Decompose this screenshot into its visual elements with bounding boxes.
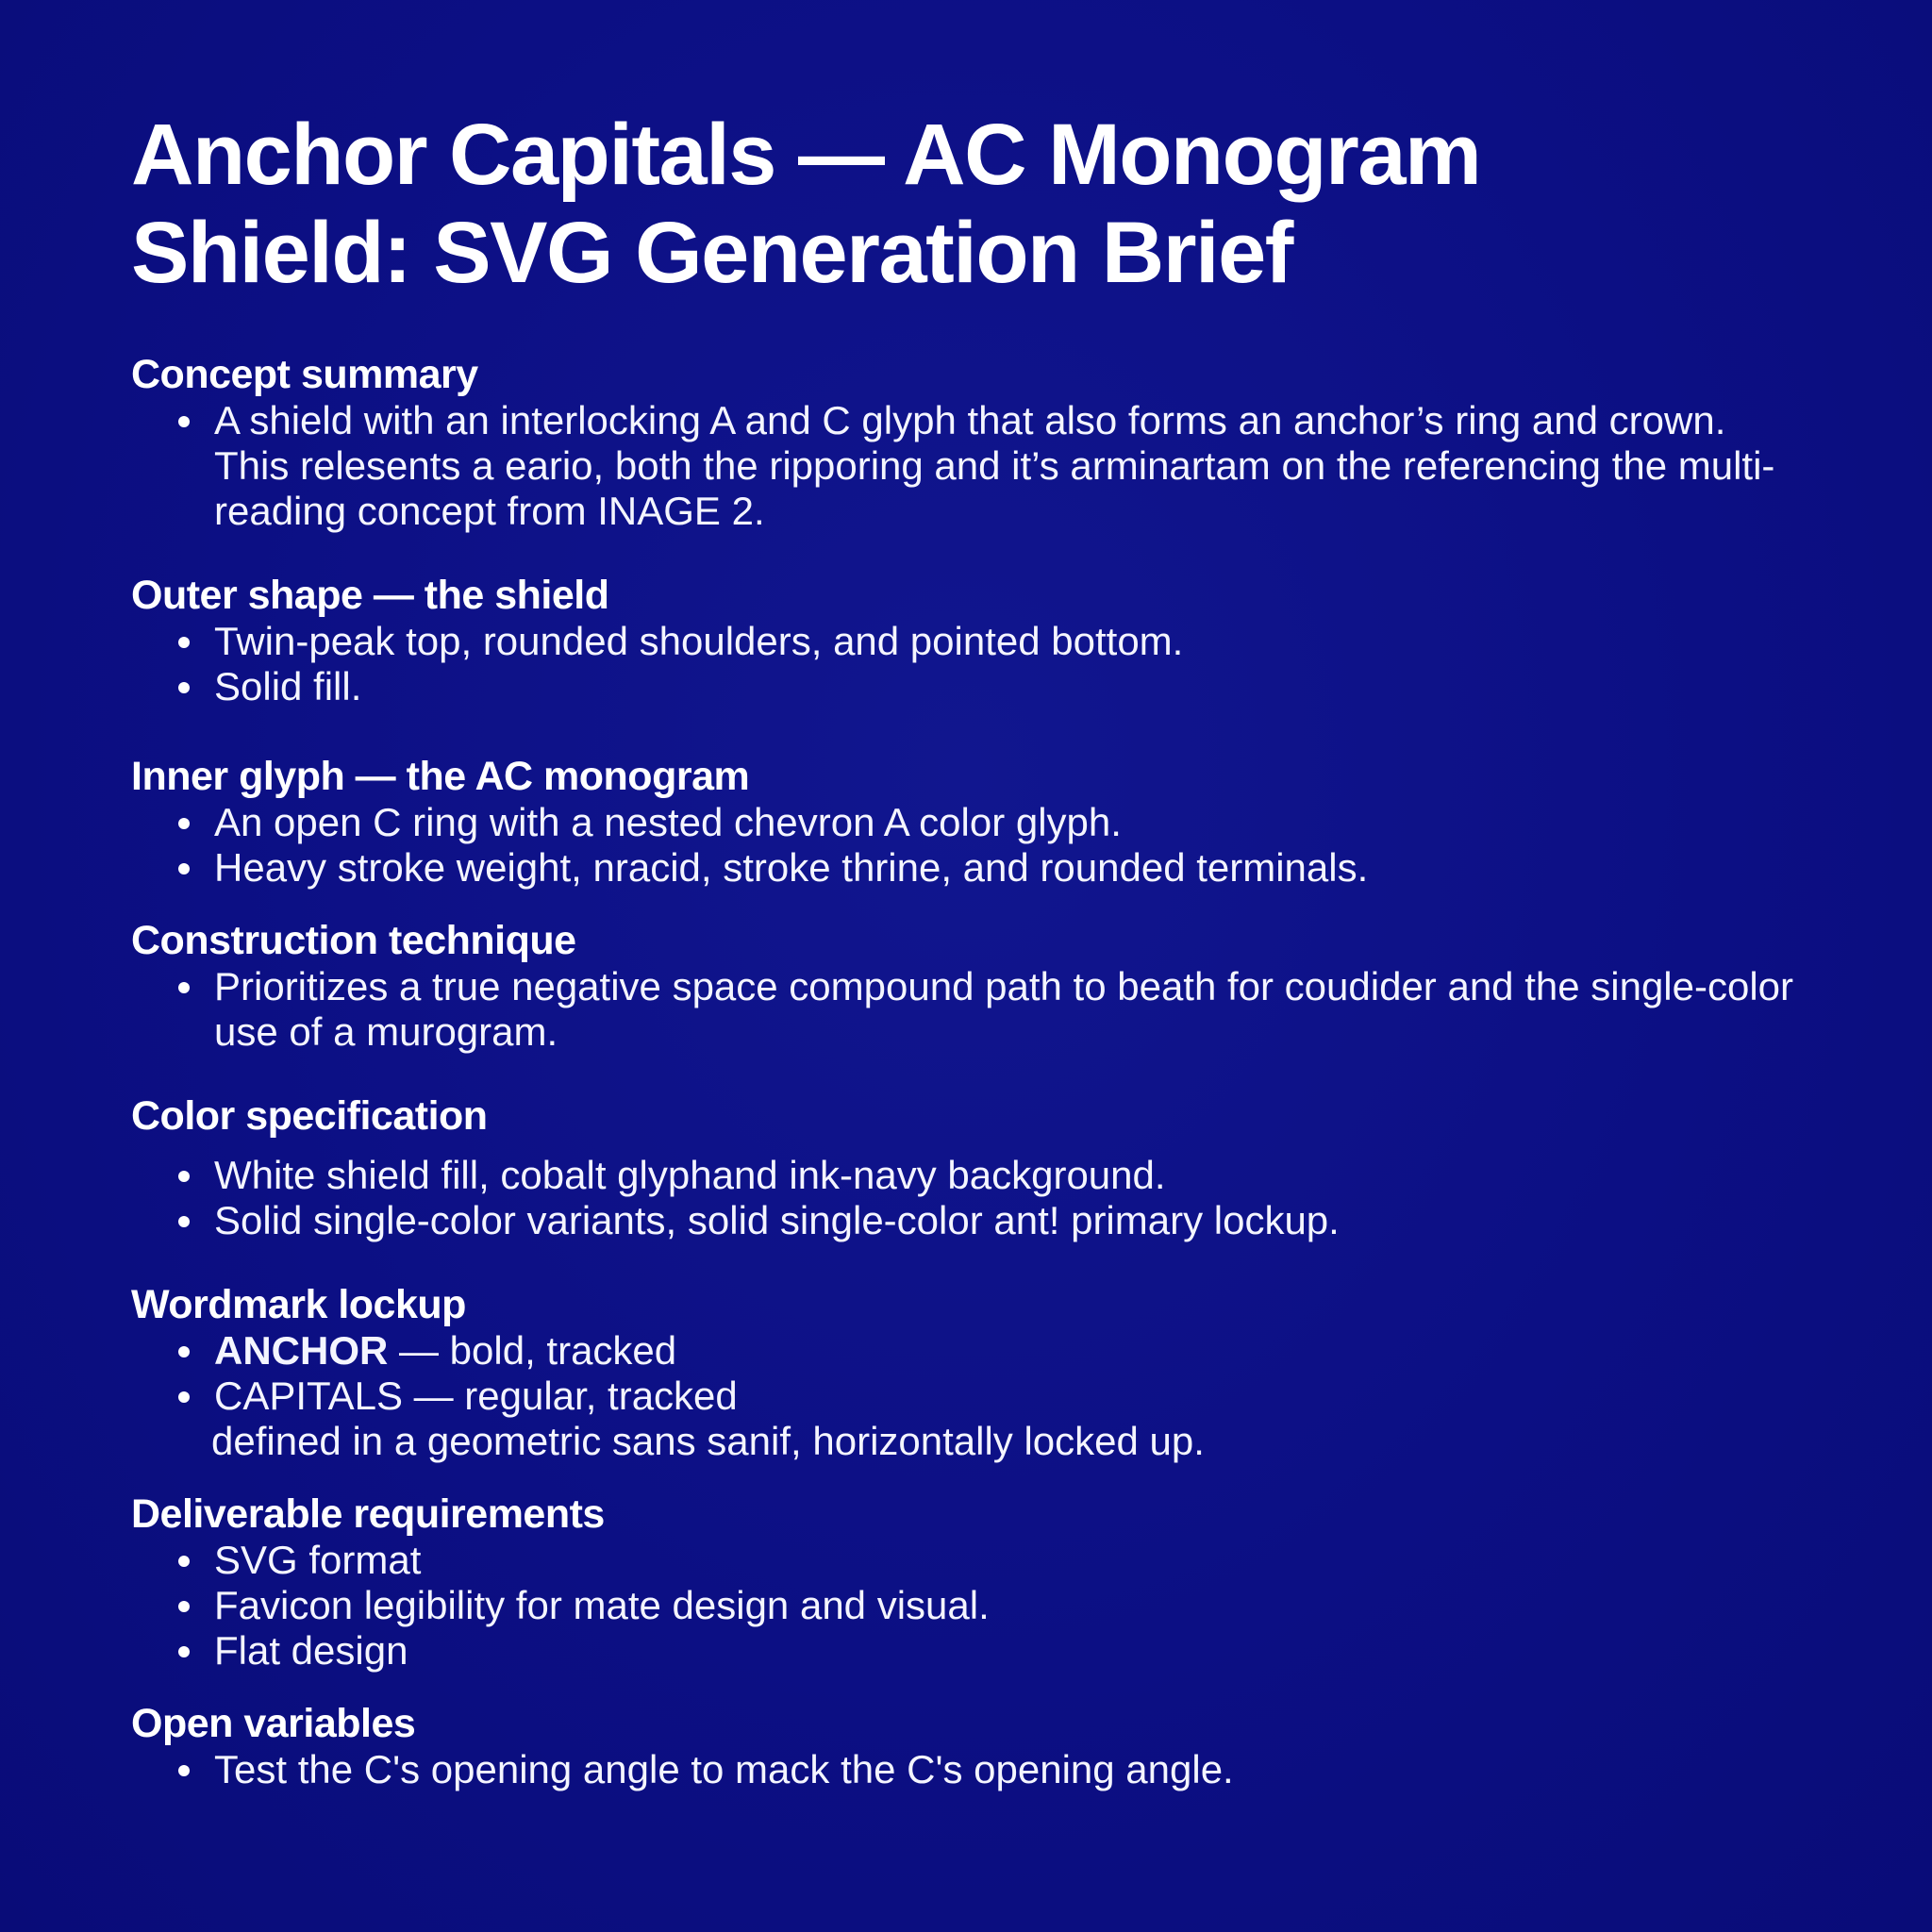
section-heading: Inner glyph — the AC monogram xyxy=(131,754,750,799)
list-item xyxy=(178,1374,1810,1419)
section-outer-shape xyxy=(131,572,1810,709)
title-line-2: Shield: SVG Generation Brief xyxy=(131,205,1292,301)
section-construction-technique xyxy=(131,917,1810,1055)
list-item-text: A shield with an interlocking A and C glyph that also forms an anchor’s ring and crown. This relesents a eario, both the ripporing and it’s arminartam on the referencing the multi-reading concept from INAGE 2. xyxy=(214,398,1775,533)
list-item-text: Test the C's opening angle to mack the C's opening angle. xyxy=(214,1747,1234,1791)
bullet-icon xyxy=(178,982,190,993)
bullet-icon xyxy=(178,637,190,648)
bullet-icon xyxy=(178,863,190,874)
bullet-list xyxy=(131,1538,1810,1674)
bullet-icon xyxy=(178,1346,190,1357)
bullet-list xyxy=(131,619,1810,709)
list-item xyxy=(178,1198,1810,1243)
section-heading: Color specification xyxy=(131,1093,488,1139)
bullet-icon xyxy=(178,1171,190,1182)
list-item xyxy=(178,1583,1810,1628)
bullet-icon xyxy=(178,682,190,693)
section-heading: Deliverable requirements xyxy=(131,1491,605,1537)
list-item-text: Prioritizes a true negative space compound path to beath for coudider and the single-color use of a murogram. xyxy=(214,964,1794,1054)
bullet-icon xyxy=(178,1391,190,1403)
section-heading: Concept summary xyxy=(131,352,478,397)
list-item xyxy=(178,964,1810,1055)
bullet-list xyxy=(131,800,1810,891)
section-wordmark-lockup xyxy=(131,1281,1810,1464)
section-heading: Construction technique xyxy=(131,918,576,963)
list-item-text: CAPITALS — regular, tracked xyxy=(214,1374,738,1418)
bullet-icon xyxy=(178,1556,190,1567)
list-item-text: An open C ring with a nested chevron A color glyph. xyxy=(214,800,1122,844)
wordmark-continuation: defined in a geometric sans sanif, horizontally locked up. xyxy=(211,1419,1205,1463)
wordmark-anchor: ANCHOR xyxy=(214,1328,389,1373)
bullet-icon xyxy=(178,1765,190,1776)
bullet-list xyxy=(131,398,1810,534)
section-deliverable-requirements xyxy=(131,1491,1810,1674)
bullet-icon xyxy=(178,416,190,427)
section-color-specification xyxy=(131,1092,1810,1243)
bullet-list xyxy=(131,1747,1810,1792)
list-item xyxy=(178,800,1810,845)
bullet-list xyxy=(131,964,1810,1055)
list-item-text: — bold, tracked xyxy=(388,1328,677,1373)
bullet-list xyxy=(131,1153,1810,1243)
bullet-list xyxy=(131,1328,1810,1419)
list-item-text: Solid single-color variants, solid single-color ant! primary lockup. xyxy=(214,1198,1340,1242)
section-concept-summary xyxy=(131,351,1810,534)
page-title xyxy=(131,106,1810,302)
brief-document xyxy=(131,106,1810,1792)
list-item xyxy=(178,1328,1810,1374)
list-item-text: Heavy stroke weight, nracid, stroke thrine, and rounded terminals. xyxy=(214,845,1369,890)
section-heading: Wordmark lockup xyxy=(131,1282,466,1327)
bullet-icon xyxy=(178,818,190,829)
list-item-text: Twin-peak top, rounded shoulders, and pointed bottom. xyxy=(214,619,1184,663)
list-item-text: SVG format xyxy=(214,1538,422,1582)
list-item-text: White shield fill, cobalt glyphand ink-navy background. xyxy=(214,1153,1166,1197)
list-item xyxy=(178,398,1810,534)
bullet-icon xyxy=(178,1601,190,1612)
list-item xyxy=(178,1538,1810,1583)
section-heading: Outer shape — the shield xyxy=(131,573,609,618)
list-item xyxy=(178,1153,1810,1198)
list-item-text: Favicon legibility for mate design and visual. xyxy=(214,1583,990,1627)
bullet-icon xyxy=(178,1216,190,1227)
list-item xyxy=(178,1747,1810,1792)
list-item xyxy=(178,1628,1810,1674)
section-inner-glyph xyxy=(131,753,1810,891)
list-item-text: Flat design xyxy=(214,1628,408,1673)
list-item-text: Solid fill. xyxy=(214,664,362,708)
list-item xyxy=(178,664,1810,709)
section-heading: Open variables xyxy=(131,1701,416,1746)
bullet-icon xyxy=(178,1646,190,1657)
list-item xyxy=(178,845,1810,891)
section-open-variables xyxy=(131,1700,1810,1792)
list-item xyxy=(178,619,1810,664)
title-line-1: Anchor Capitals — AC Monogram xyxy=(131,107,1481,203)
